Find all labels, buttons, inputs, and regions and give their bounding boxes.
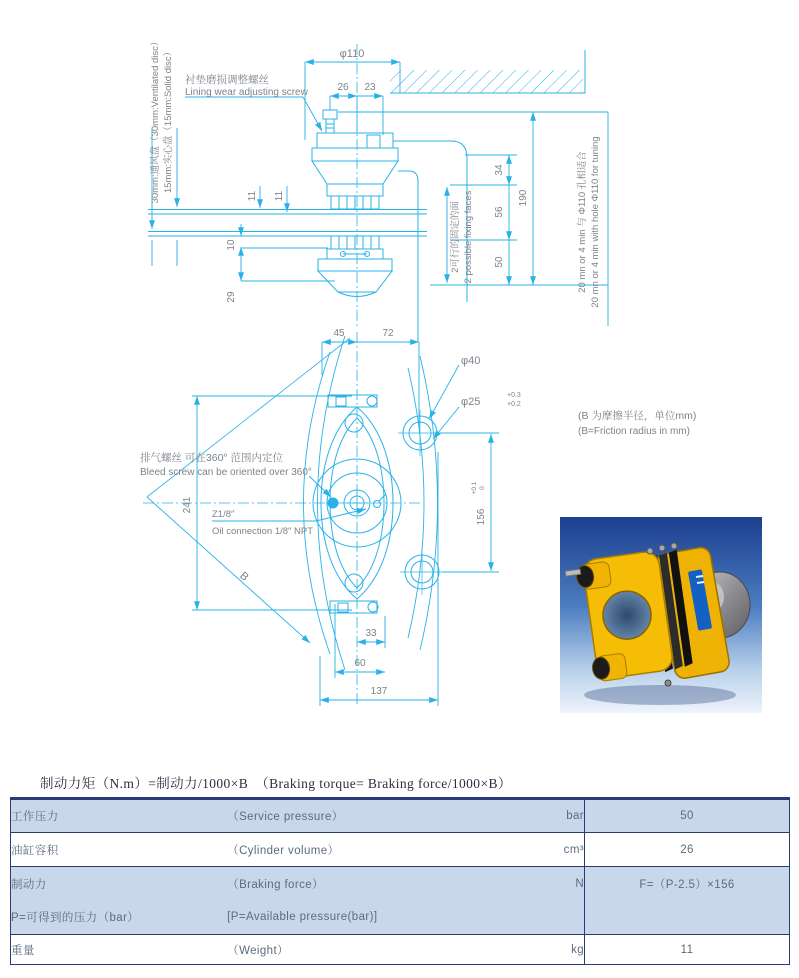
row-label-en: （Service pressure） <box>227 811 344 823</box>
fixing-note-en: 2 possible fixing faces <box>463 190 474 284</box>
oil-conn-size: Z1/8″ <box>212 509 235 520</box>
tol25-lo: +0.2 <box>507 401 521 408</box>
dim-241: 241 <box>182 496 193 514</box>
row-unit <box>472 901 585 935</box>
hole-note-zh: 20 mn or 4 min 与 Φ110 孔相适合 <box>577 151 588 293</box>
caliper-body-section <box>312 133 398 297</box>
dim-dia40: φ40 <box>461 355 481 367</box>
dim-56: 56 <box>494 206 505 218</box>
dim-11a: 11 <box>247 190 258 202</box>
tol156-hi: +0.1 <box>471 481 478 495</box>
dim-50: 50 <box>494 256 505 268</box>
dim-29: 29 <box>226 291 237 303</box>
dim-190: 190 <box>518 189 529 207</box>
hole-note-en: 20 mn or 4 min with hole Φ110 for tuning <box>590 136 601 308</box>
tol156-lo: 0 <box>479 486 486 490</box>
table-row-service-pressure <box>11 799 790 833</box>
dim-23: 23 <box>364 82 376 93</box>
adjust-screw-label-zh: 衬垫磨损调整螺丝 <box>185 74 269 86</box>
dim-26: 26 <box>337 82 349 93</box>
dim-60: 60 <box>354 658 366 669</box>
photo-shadow <box>584 685 736 705</box>
row-unit: bar <box>566 810 585 822</box>
dim-B: B <box>237 569 251 584</box>
row-value: 26 <box>585 833 790 867</box>
dim-dia110: φ110 <box>339 48 365 60</box>
friction-note-zh: (B 为摩擦半径，单位mm) <box>578 410 697 422</box>
dim-45: 45 <box>333 328 345 339</box>
row-value: 50 <box>585 799 790 833</box>
dim-156: 156 <box>476 508 487 526</box>
table-row-weight <box>11 935 790 965</box>
wall-hatching <box>390 70 583 93</box>
row-label-zh: 制动力 <box>11 878 47 891</box>
row-label-zh: 油缸容积 <box>11 844 59 857</box>
row-value: 11 <box>585 935 790 965</box>
dim-dia25: φ25 <box>461 396 481 408</box>
table-row-available-pressure <box>11 901 790 935</box>
disc-note-line1: 30mm:通风盘（30mm:Ventilated disc） <box>150 36 161 204</box>
dim-72: 72 <box>382 328 394 339</box>
adjusting-screw <box>323 110 337 133</box>
row-label-en: （Braking force） <box>227 878 324 891</box>
row-unit: kg <box>571 943 585 956</box>
spec-table <box>10 797 790 965</box>
disc-note-line2: 15mm:实心盘（15mm:Solid disc） <box>163 46 174 194</box>
table-row-cylinder-volume <box>11 833 790 867</box>
dim-10: 10 <box>226 239 237 251</box>
table-row-braking-force <box>11 867 790 901</box>
brake-disc-section <box>148 210 427 237</box>
fixing-note-zh: 2可行的固定的面 <box>450 201 461 273</box>
row-unit: N <box>575 877 585 890</box>
bleed-note-zh: 排气螺丝 可在360° 范围内定位 <box>140 452 284 464</box>
dim-33: 33 <box>365 628 377 639</box>
row-value: F=（P-2.5）×156 <box>585 867 790 901</box>
mounting-holes <box>398 410 448 595</box>
row-label-en: （Cylinder volume） <box>227 844 340 857</box>
row-unit: cm³ <box>563 843 585 856</box>
dim-11b: 11 <box>274 190 285 202</box>
row-label-en: [P=Available pressure(bar)] <box>227 911 378 924</box>
product-photo <box>560 517 762 713</box>
oil-conn-en: Oil connection 1/8″ NPT <box>212 526 314 537</box>
friction-note-en: (B=Friction radius in mm) <box>578 426 690 437</box>
front-view <box>143 332 448 706</box>
bleed-note-en: Bleed screw can be oriented over 360° <box>140 467 312 478</box>
row-label-zh: 工作压力 <box>11 811 59 823</box>
tol25-hi: +0.3 <box>507 392 521 399</box>
row-value <box>585 901 790 935</box>
bleed-screw <box>328 498 338 508</box>
adjust-screw-label-en: Lining wear adjusting screw <box>185 87 308 98</box>
dim-137: 137 <box>370 686 388 697</box>
row-label-zh: P=可得到的压力（bar） <box>11 912 140 925</box>
dim-34: 34 <box>494 164 505 176</box>
front-view-dimensions <box>147 338 499 706</box>
row-label-en: （Weight） <box>227 944 289 957</box>
braking-torque-formula: 制动力矩（N.m）=制动力/1000×B （Braking torque= Braking force/1000×B） <box>40 776 512 791</box>
row-label-zh: 重量 <box>11 944 35 957</box>
